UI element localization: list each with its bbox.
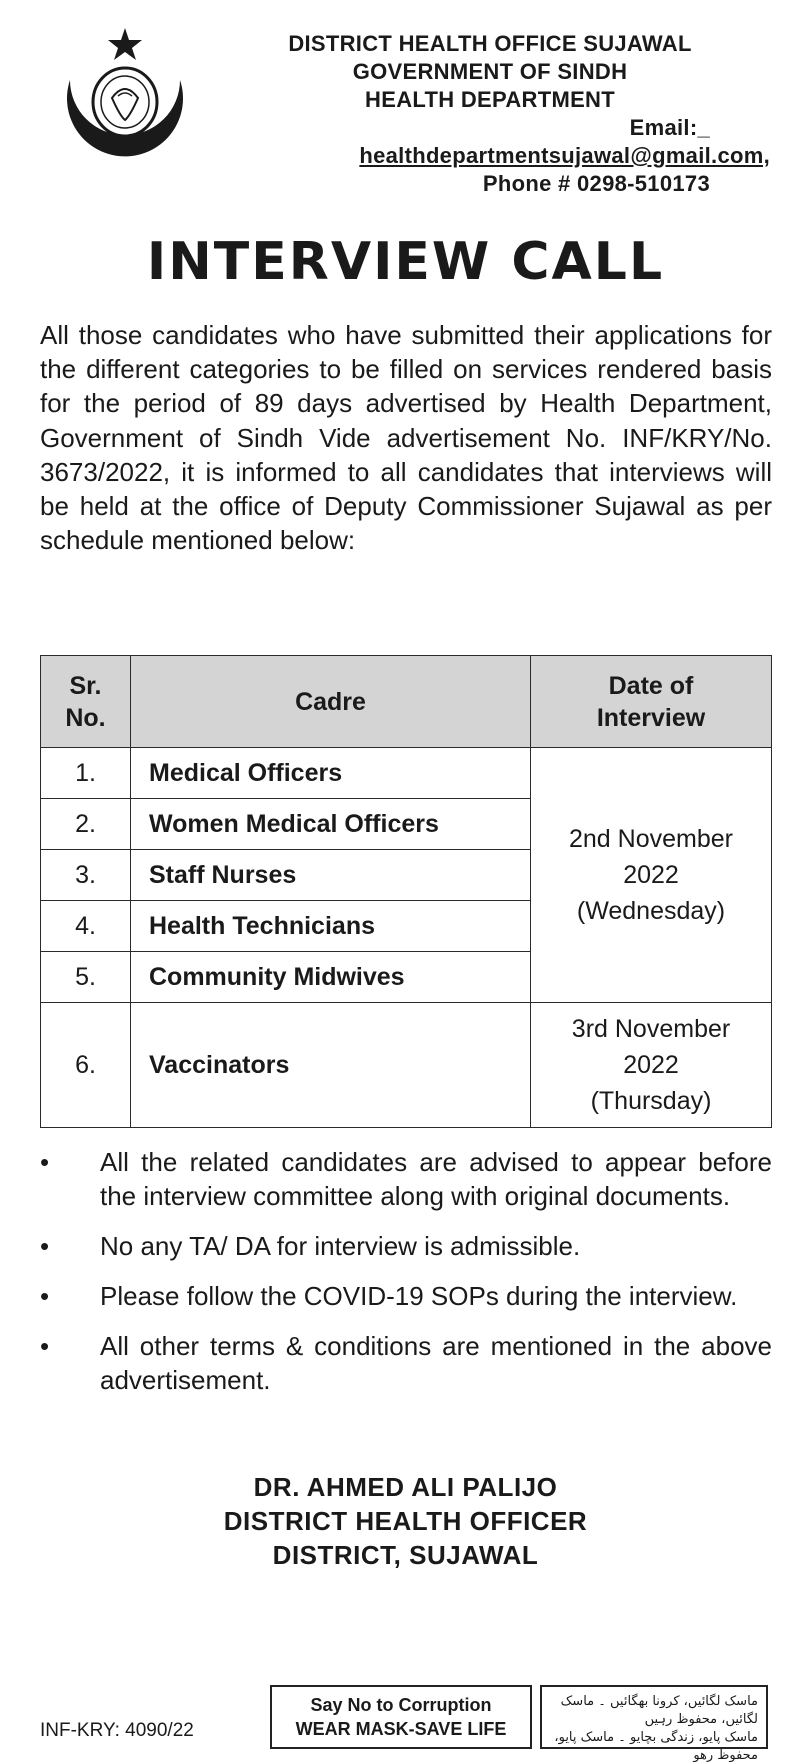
row-sr: 4. — [41, 901, 131, 952]
date-year: 2022 — [623, 1051, 679, 1079]
row-cadre: Women Medical Officers — [131, 799, 531, 850]
date-line: 3rd November — [571, 1015, 731, 1043]
signatory-designation: DISTRICT HEALTH OFFICER — [223, 1506, 588, 1536]
intro-paragraph: All those candidates who have submitted their applications for the different categories to be filled on services rendered basis for the period of 89 days advertised by Health Department, Government of Sindh Vide advertisement No. INF/KRY/No. 3673/2022, it is informed to all candidates that interviews will be held at the office of Deputy Commissioner Sujawal as per schedule mentioned below: — [40, 320, 772, 556]
header-date-line2: Interview — [596, 703, 706, 732]
inf-reference: INF-KRY: 4090/22 — [40, 1720, 194, 1741]
row-sr: 5. — [41, 952, 131, 1003]
row-sr: 1. — [41, 748, 131, 799]
date-weekday: (Wednesday) — [576, 897, 726, 925]
header-date — [531, 656, 772, 748]
anti-corruption-box — [270, 1685, 532, 1749]
table-header-row — [41, 656, 772, 748]
phone-number: Phone # 0298-510173 — [482, 171, 710, 196]
list-item — [40, 1145, 772, 1213]
signatory-name: DR. AHMED ALI PALIJO — [253, 1472, 558, 1502]
list-item — [40, 1279, 772, 1313]
table-row — [41, 1003, 772, 1128]
list-item-text: Please follow the COVID-19 SOPs during the interview. — [100, 1281, 738, 1311]
interview-schedule-table — [40, 655, 772, 1128]
table-row — [41, 748, 772, 799]
email-address: healthdepartmentsujawal@gmail.com, — [359, 143, 770, 168]
row-cadre: Health Technicians — [131, 901, 531, 952]
row-sr: 2. — [41, 799, 131, 850]
header-sr-line2: No. — [65, 703, 106, 732]
urdu-slogan-line1: ماسک لگائیں، کرونا بھگائیں ۔ ماسک لگائیں، محفوظ رہیں — [560, 1694, 758, 1727]
page-title: INTERVIEW CALL — [146, 232, 665, 292]
row-cadre: Medical Officers — [131, 748, 531, 799]
list-item-text: All other terms & conditions are mentioned in the above advertisement. — [100, 1331, 772, 1395]
urdu-slogan-line2: ماسک پایو، زندگی بچایو ۔ ماسک پایو، محفوظ رھو — [554, 1730, 758, 1762]
row-cadre: Staff Nurses — [131, 850, 531, 901]
instructions-list — [40, 1145, 772, 1413]
bullet-icon: • — [40, 1147, 50, 1177]
header-date-line1: Date of — [608, 671, 694, 700]
interview-date-group-1 — [531, 748, 772, 1003]
office-header — [210, 30, 770, 198]
government-name: GOVERNMENT OF SINDH — [352, 59, 628, 84]
row-cadre: Community Midwives — [131, 952, 531, 1003]
bullet-icon: • — [40, 1231, 50, 1261]
date-line: 2nd November — [569, 825, 733, 853]
row-cadre: Vaccinators — [131, 1003, 531, 1128]
signature-block — [0, 1470, 811, 1572]
list-item-text: All the related candidates are advised to appear before the interview committee along with original documents. — [100, 1147, 772, 1211]
bullet-icon: • — [40, 1331, 50, 1361]
date-year: 2022 — [623, 861, 679, 889]
row-sr: 3. — [41, 850, 131, 901]
list-item-text: No any TA/ DA for interview is admissible. — [100, 1231, 581, 1261]
office-name: DISTRICT HEALTH OFFICE SUJAWAL — [288, 31, 692, 56]
signatory-district: DISTRICT, SUJAWAL — [272, 1540, 539, 1570]
mask-slogan: WEAR MASK-SAVE LIFE — [295, 1719, 507, 1739]
header-cadre: Cadre — [131, 656, 531, 748]
header-sr-line1: Sr. — [69, 671, 102, 700]
header-sr-no — [41, 656, 131, 748]
department-name: HEALTH DEPARTMENT — [365, 87, 615, 112]
interview-date-group-2 — [531, 1003, 772, 1128]
list-item — [40, 1229, 772, 1263]
row-sr: 6. — [41, 1003, 131, 1128]
urdu-slogan-box — [540, 1685, 768, 1762]
corruption-slogan: Say No to Corruption — [310, 1695, 492, 1715]
government-of-sindh-seal-icon — [50, 20, 200, 170]
bullet-icon: • — [40, 1281, 50, 1311]
date-weekday: (Thursday) — [590, 1087, 712, 1115]
list-item — [40, 1329, 772, 1397]
email-label: Email:_ — [629, 115, 710, 140]
